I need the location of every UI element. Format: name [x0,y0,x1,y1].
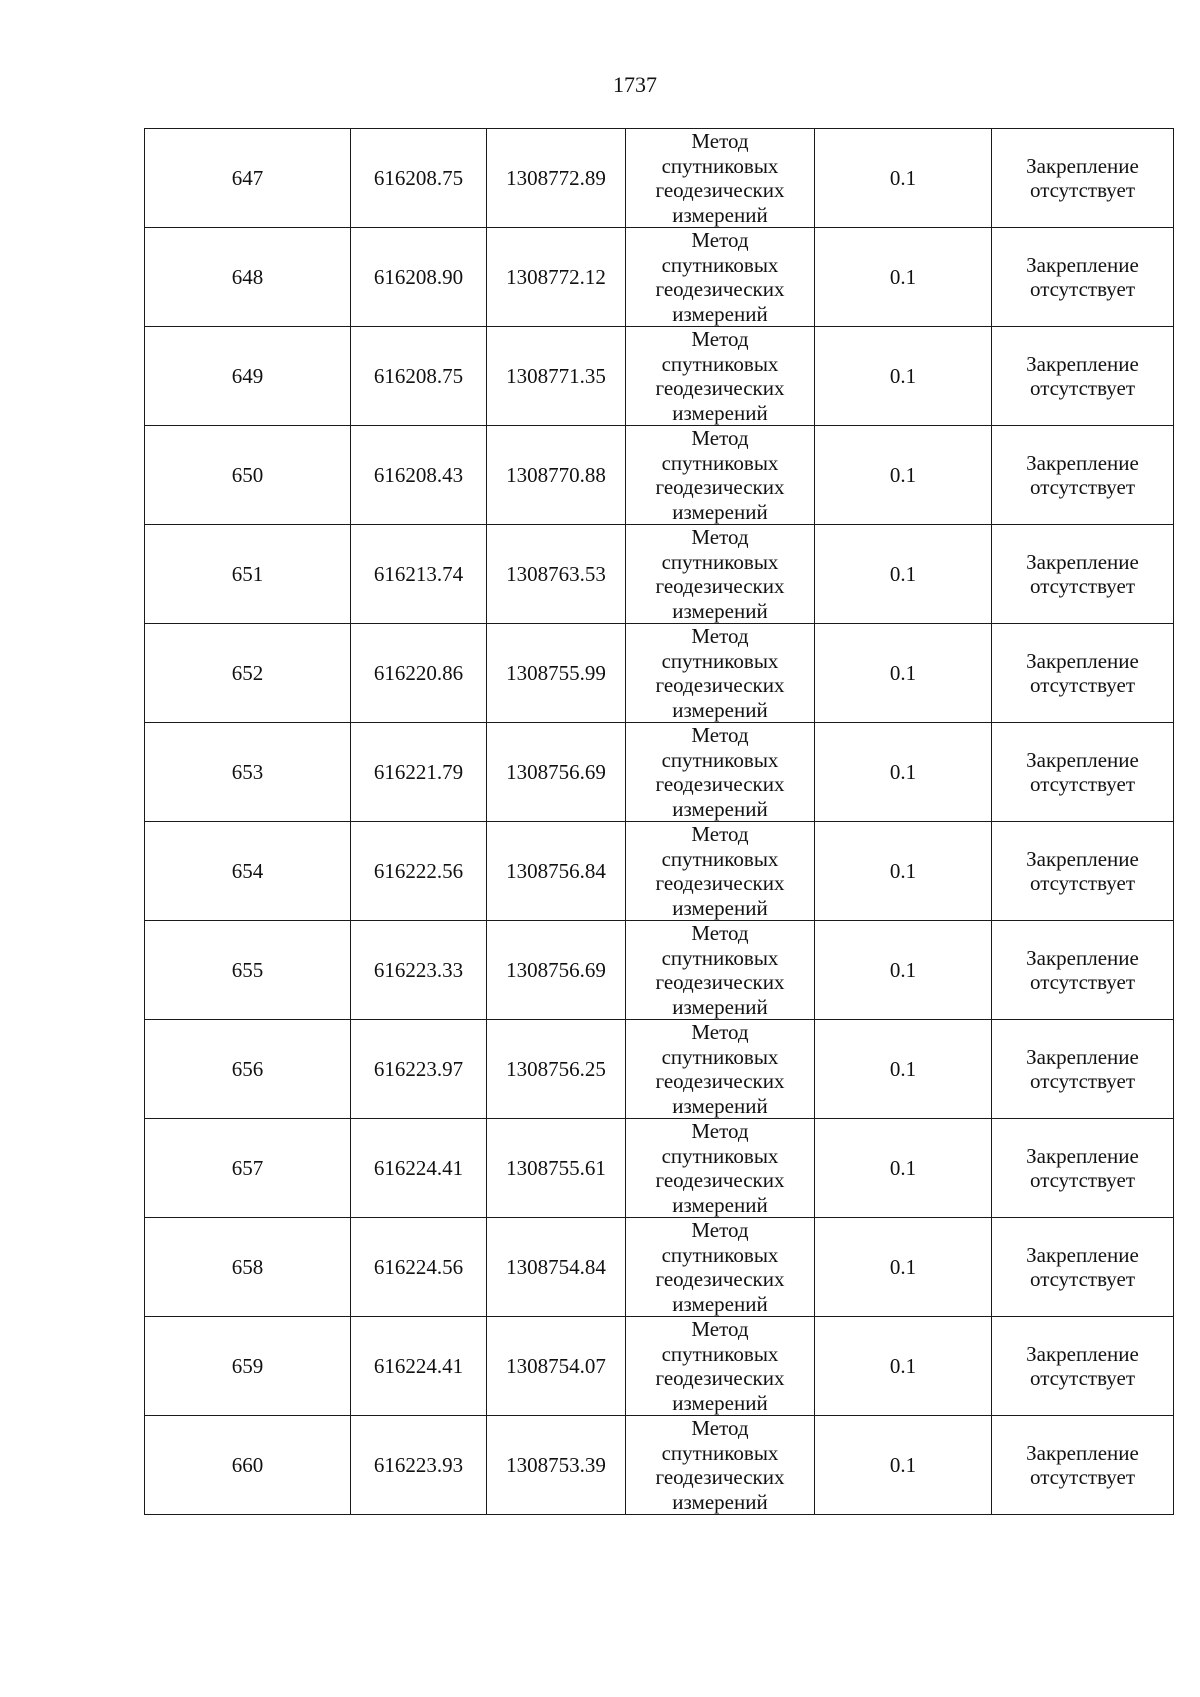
method-text-line: Метод [691,723,749,747]
method-text-line: геодезических [655,871,785,895]
method-cell [626,525,815,624]
table-row [145,624,1174,723]
fixing-text-line: отсутствует [1029,1267,1136,1291]
fixing-cell [992,822,1174,921]
x-coordinate-cell: 616213.74 [351,525,487,624]
method-cell [626,723,815,822]
accuracy-cell: 0.1 [815,228,992,327]
method-text-line: измерений [672,1489,768,1514]
method-text-line: измерений [672,400,768,425]
page-number: 1737 [613,72,657,97]
method-cell [626,129,815,228]
method-text-line: спутниковых [661,1242,779,1267]
method-text-line: спутниковых [661,450,779,475]
x-coordinate-cell: 616208.75 [351,129,487,228]
fixing-text-line: Закрепление [1026,1440,1139,1465]
method-text-line: спутниковых [661,549,779,574]
fixing-text-line: Закрепление [1026,846,1139,871]
table-row [145,327,1174,426]
method-text-line: Метод [691,1218,749,1242]
method-text-line: геодезических [655,574,785,598]
table-row [145,822,1174,921]
method-text-line: Метод [691,1416,749,1440]
fixing-text-line: отсутствует [1029,475,1136,499]
method-text-line: измерений [672,1390,768,1415]
method-text-line: Метод [691,1020,749,1044]
point-number-cell: 654 [145,822,351,921]
method-text-line: измерений [672,697,768,722]
method-text-line: спутниковых [661,945,779,970]
fixing-text-line: отсутствует [1029,277,1136,301]
x-coordinate-cell: 616224.41 [351,1317,487,1416]
fixing-text-line: отсутствует [1029,376,1136,400]
accuracy-cell: 0.1 [815,426,992,525]
fixing-cell [992,1317,1174,1416]
method-cell [626,822,815,921]
x-coordinate-cell: 616220.86 [351,624,487,723]
y-coordinate-cell: 1308754.07 [487,1317,626,1416]
fixing-cell [992,1119,1174,1218]
y-coordinate-cell: 1308772.12 [487,228,626,327]
table-body [145,129,1174,1515]
method-cell [626,228,815,327]
method-text-line: геодезических [655,178,785,202]
accuracy-cell: 0.1 [815,525,992,624]
method-cell [626,1119,815,1218]
table-row [145,1020,1174,1119]
point-number-cell: 653 [145,723,351,822]
method-text-line: Метод [691,327,749,351]
x-coordinate-cell: 616223.93 [351,1416,487,1515]
method-text-line: Метод [691,624,749,648]
method-text-line: спутниковых [661,1341,779,1366]
method-text-line: спутниковых [661,153,779,178]
x-coordinate-cell: 616221.79 [351,723,487,822]
point-number-cell: 650 [145,426,351,525]
x-coordinate-cell: 616208.43 [351,426,487,525]
method-cell [626,921,815,1020]
accuracy-cell: 0.1 [815,723,992,822]
method-text-line: геодезических [655,970,785,994]
method-cell [626,426,815,525]
method-text-line: измерений [672,1093,768,1118]
method-text-line: Метод [691,525,749,549]
fixing-cell [992,921,1174,1020]
x-coordinate-cell: 616224.56 [351,1218,487,1317]
fixing-cell [992,327,1174,426]
table-row [145,1119,1174,1218]
y-coordinate-cell: 1308756.69 [487,921,626,1020]
table-row [145,1317,1174,1416]
accuracy-cell: 0.1 [815,1218,992,1317]
y-coordinate-cell: 1308755.61 [487,1119,626,1218]
method-text-line: Метод [691,129,749,153]
fixing-text-line: Закрепление [1026,549,1139,574]
table-row [145,426,1174,525]
fixing-text-line: отсутствует [1029,871,1136,895]
fixing-cell [992,426,1174,525]
method-text-line: измерений [672,202,768,227]
fixing-text-line: Закрепление [1026,1143,1139,1168]
fixing-cell [992,1416,1174,1515]
method-text-line: спутниковых [661,1143,779,1168]
method-text-line: измерений [672,796,768,821]
method-cell [626,327,815,426]
method-text-line: спутниковых [661,1044,779,1069]
accuracy-cell: 0.1 [815,624,992,723]
y-coordinate-cell: 1308756.84 [487,822,626,921]
method-text-line: геодезических [655,1465,785,1489]
table-row [145,723,1174,822]
table-row [145,921,1174,1020]
fixing-text-line: отсутствует [1029,970,1136,994]
method-text-line: измерений [672,895,768,920]
fixing-cell [992,624,1174,723]
point-number-cell: 657 [145,1119,351,1218]
method-text-line: геодезических [655,673,785,697]
table-row [145,525,1174,624]
fixing-text-line: Закрепление [1026,945,1139,970]
accuracy-cell: 0.1 [815,1416,992,1515]
fixing-text-line: Закрепление [1026,1242,1139,1267]
accuracy-cell: 0.1 [815,822,992,921]
fixing-cell [992,1020,1174,1119]
point-number-cell: 655 [145,921,351,1020]
method-text-line: геодезических [655,1168,785,1192]
method-text-line: Метод [691,426,749,450]
method-text-line: геодезических [655,1069,785,1093]
method-text-line: спутниковых [661,1440,779,1465]
method-text-line: геодезических [655,277,785,301]
fixing-text-line: отсутствует [1029,1465,1136,1489]
method-text-line: геодезических [655,1267,785,1291]
fixing-text-line: Закрепление [1026,648,1139,673]
method-text-line: измерений [672,499,768,524]
method-cell [626,1218,815,1317]
point-number-cell: 656 [145,1020,351,1119]
method-cell [626,1317,815,1416]
coordinates-table [144,128,1174,1515]
method-text-line: геодезических [655,376,785,400]
fixing-text-line: Закрепление [1026,1341,1139,1366]
point-number-cell: 660 [145,1416,351,1515]
fixing-cell [992,228,1174,327]
method-text-line: спутниковых [661,252,779,277]
method-text-line: Метод [691,822,749,846]
fixing-text-line: отсутствует [1029,574,1136,598]
point-number-cell: 649 [145,327,351,426]
accuracy-cell: 0.1 [815,1119,992,1218]
y-coordinate-cell: 1308756.69 [487,723,626,822]
y-coordinate-cell: 1308753.39 [487,1416,626,1515]
fixing-text-line: Закрепление [1026,747,1139,772]
table-row [145,1416,1174,1515]
fixing-text-line: отсутствует [1029,178,1136,202]
method-text-line: Метод [691,228,749,252]
method-text-line: измерений [672,1192,768,1217]
method-text-line: спутниковых [661,747,779,772]
accuracy-cell: 0.1 [815,1317,992,1416]
method-cell [626,1416,815,1515]
fixing-text-line: отсутствует [1029,1069,1136,1093]
fixing-text-line: отсутствует [1029,772,1136,796]
method-text-line: Метод [691,1317,749,1341]
fixing-text-line: Закрепление [1026,1044,1139,1069]
fixing-cell [992,525,1174,624]
accuracy-cell: 0.1 [815,129,992,228]
method-cell [626,1020,815,1119]
x-coordinate-cell: 616223.33 [351,921,487,1020]
fixing-cell [992,129,1174,228]
method-text-line: измерений [672,1291,768,1316]
fixing-text-line: Закрепление [1026,252,1139,277]
x-coordinate-cell: 616208.90 [351,228,487,327]
x-coordinate-cell: 616208.75 [351,327,487,426]
method-text-line: геодезических [655,475,785,499]
y-coordinate-cell: 1308754.84 [487,1218,626,1317]
x-coordinate-cell: 616223.97 [351,1020,487,1119]
x-coordinate-cell: 616222.56 [351,822,487,921]
table-row [145,1218,1174,1317]
y-coordinate-cell: 1308770.88 [487,426,626,525]
method-text-line: Метод [691,921,749,945]
point-number-cell: 658 [145,1218,351,1317]
point-number-cell: 651 [145,525,351,624]
fixing-text-line: Закрепление [1026,351,1139,376]
y-coordinate-cell: 1308763.53 [487,525,626,624]
table-row [145,129,1174,228]
method-text-line: спутниковых [661,351,779,376]
method-cell [626,624,815,723]
method-text-line: геодезических [655,1366,785,1390]
y-coordinate-cell: 1308755.99 [487,624,626,723]
method-text-line: спутниковых [661,846,779,871]
fixing-cell [992,723,1174,822]
y-coordinate-cell: 1308772.89 [487,129,626,228]
accuracy-cell: 0.1 [815,327,992,426]
method-text-line: измерений [672,301,768,326]
method-text-line: измерений [672,994,768,1019]
method-text-line: Метод [691,1119,749,1143]
point-number-cell: 659 [145,1317,351,1416]
method-text-line: геодезических [655,772,785,796]
table-row [145,228,1174,327]
accuracy-cell: 0.1 [815,1020,992,1119]
fixing-text-line: отсутствует [1029,673,1136,697]
fixing-text-line: Закрепление [1026,450,1139,475]
accuracy-cell: 0.1 [815,921,992,1020]
fixing-text-line: Закрепление [1026,153,1139,178]
point-number-cell: 647 [145,129,351,228]
point-number-cell: 648 [145,228,351,327]
fixing-text-line: отсутствует [1029,1366,1136,1390]
y-coordinate-cell: 1308771.35 [487,327,626,426]
method-text-line: спутниковых [661,648,779,673]
method-text-line: измерений [672,598,768,623]
x-coordinate-cell: 616224.41 [351,1119,487,1218]
fixing-text-line: отсутствует [1029,1168,1136,1192]
y-coordinate-cell: 1308756.25 [487,1020,626,1119]
fixing-cell [992,1218,1174,1317]
point-number-cell: 652 [145,624,351,723]
